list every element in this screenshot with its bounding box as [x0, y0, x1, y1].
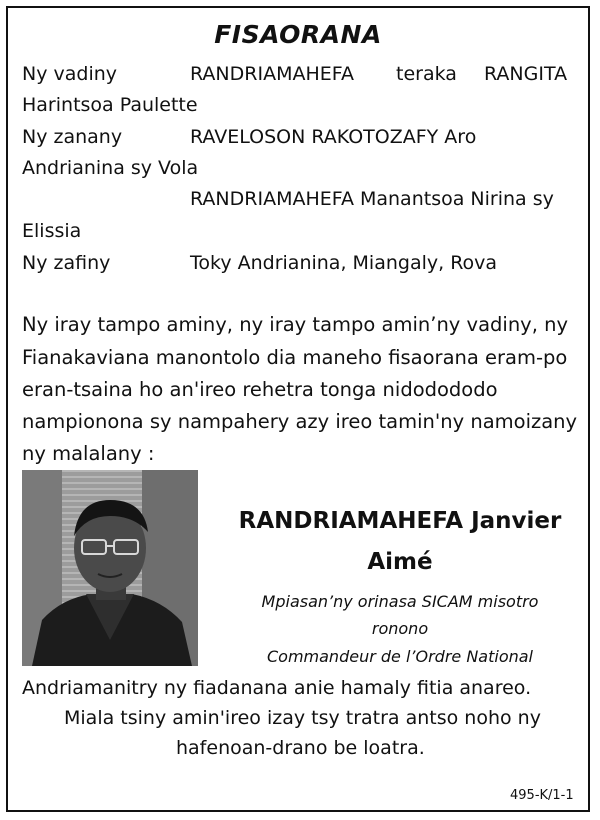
wife-name-part3: RANGITA [484, 63, 568, 85]
deceased-name-line2: Aimé [367, 549, 433, 575]
message-line5: ny malalany : [22, 442, 155, 465]
message-line3: eran-tsaina ho an'ireo rehetra tonga nidodododo [22, 378, 498, 401]
message-line1: Ny iray tampo aminy, ny iray tampo amin’ny vadiny, ny [22, 313, 569, 336]
children-line2: Andrianina sy Vola [22, 157, 199, 179]
wife-name-part1: RANDRIAMAHEFA [190, 63, 354, 85]
deceased-role-line2: ronono [371, 619, 429, 638]
announcement-title: FISAORANA [214, 20, 382, 49]
deceased-name-line1: RANDRIAMAHEFA Janvier [238, 508, 562, 534]
children-label: Ny zanany [22, 126, 123, 148]
wife-name-part2: teraka [396, 63, 457, 85]
deceased-role-line3: Commandeur de l’Ordre National [266, 647, 533, 666]
children-line3: RANDRIAMAHEFA Manantsoa Nirina sy [190, 188, 554, 210]
grandchildren-label: Ny zafiny [22, 252, 111, 274]
children-line1: RAVELOSON RAKOTOZAFY Aro [190, 126, 477, 148]
deceased-photo [22, 470, 198, 666]
deceased-role-line1: Mpiasan’ny orinasa SICAM misotro [261, 592, 539, 611]
children-line4: Elissia [22, 220, 82, 242]
closing-line2: Miala tsiny amin'ireo izay tsy tratra antso noho ny [64, 707, 541, 729]
reference-code: 495-K/1-1 [510, 788, 574, 803]
wife-name-line2: Harintsoa Paulette [22, 94, 198, 116]
message-line4: nampionona sy nampahery azy ireo tamin'ny namoizany [22, 410, 578, 433]
closing-line1: Andriamanitry ny fiadanana anie hamaly fitia anareo. [22, 677, 532, 699]
closing-line3: hafenoan-drano be loatra. [176, 737, 425, 759]
grandchildren-names: Toky Andrianina, Miangaly, Rova [190, 252, 498, 274]
message-line2: Fianakaviana manontolo dia maneho fisaorana eram-po [22, 346, 568, 369]
wife-label: Ny vadiny [22, 63, 118, 85]
